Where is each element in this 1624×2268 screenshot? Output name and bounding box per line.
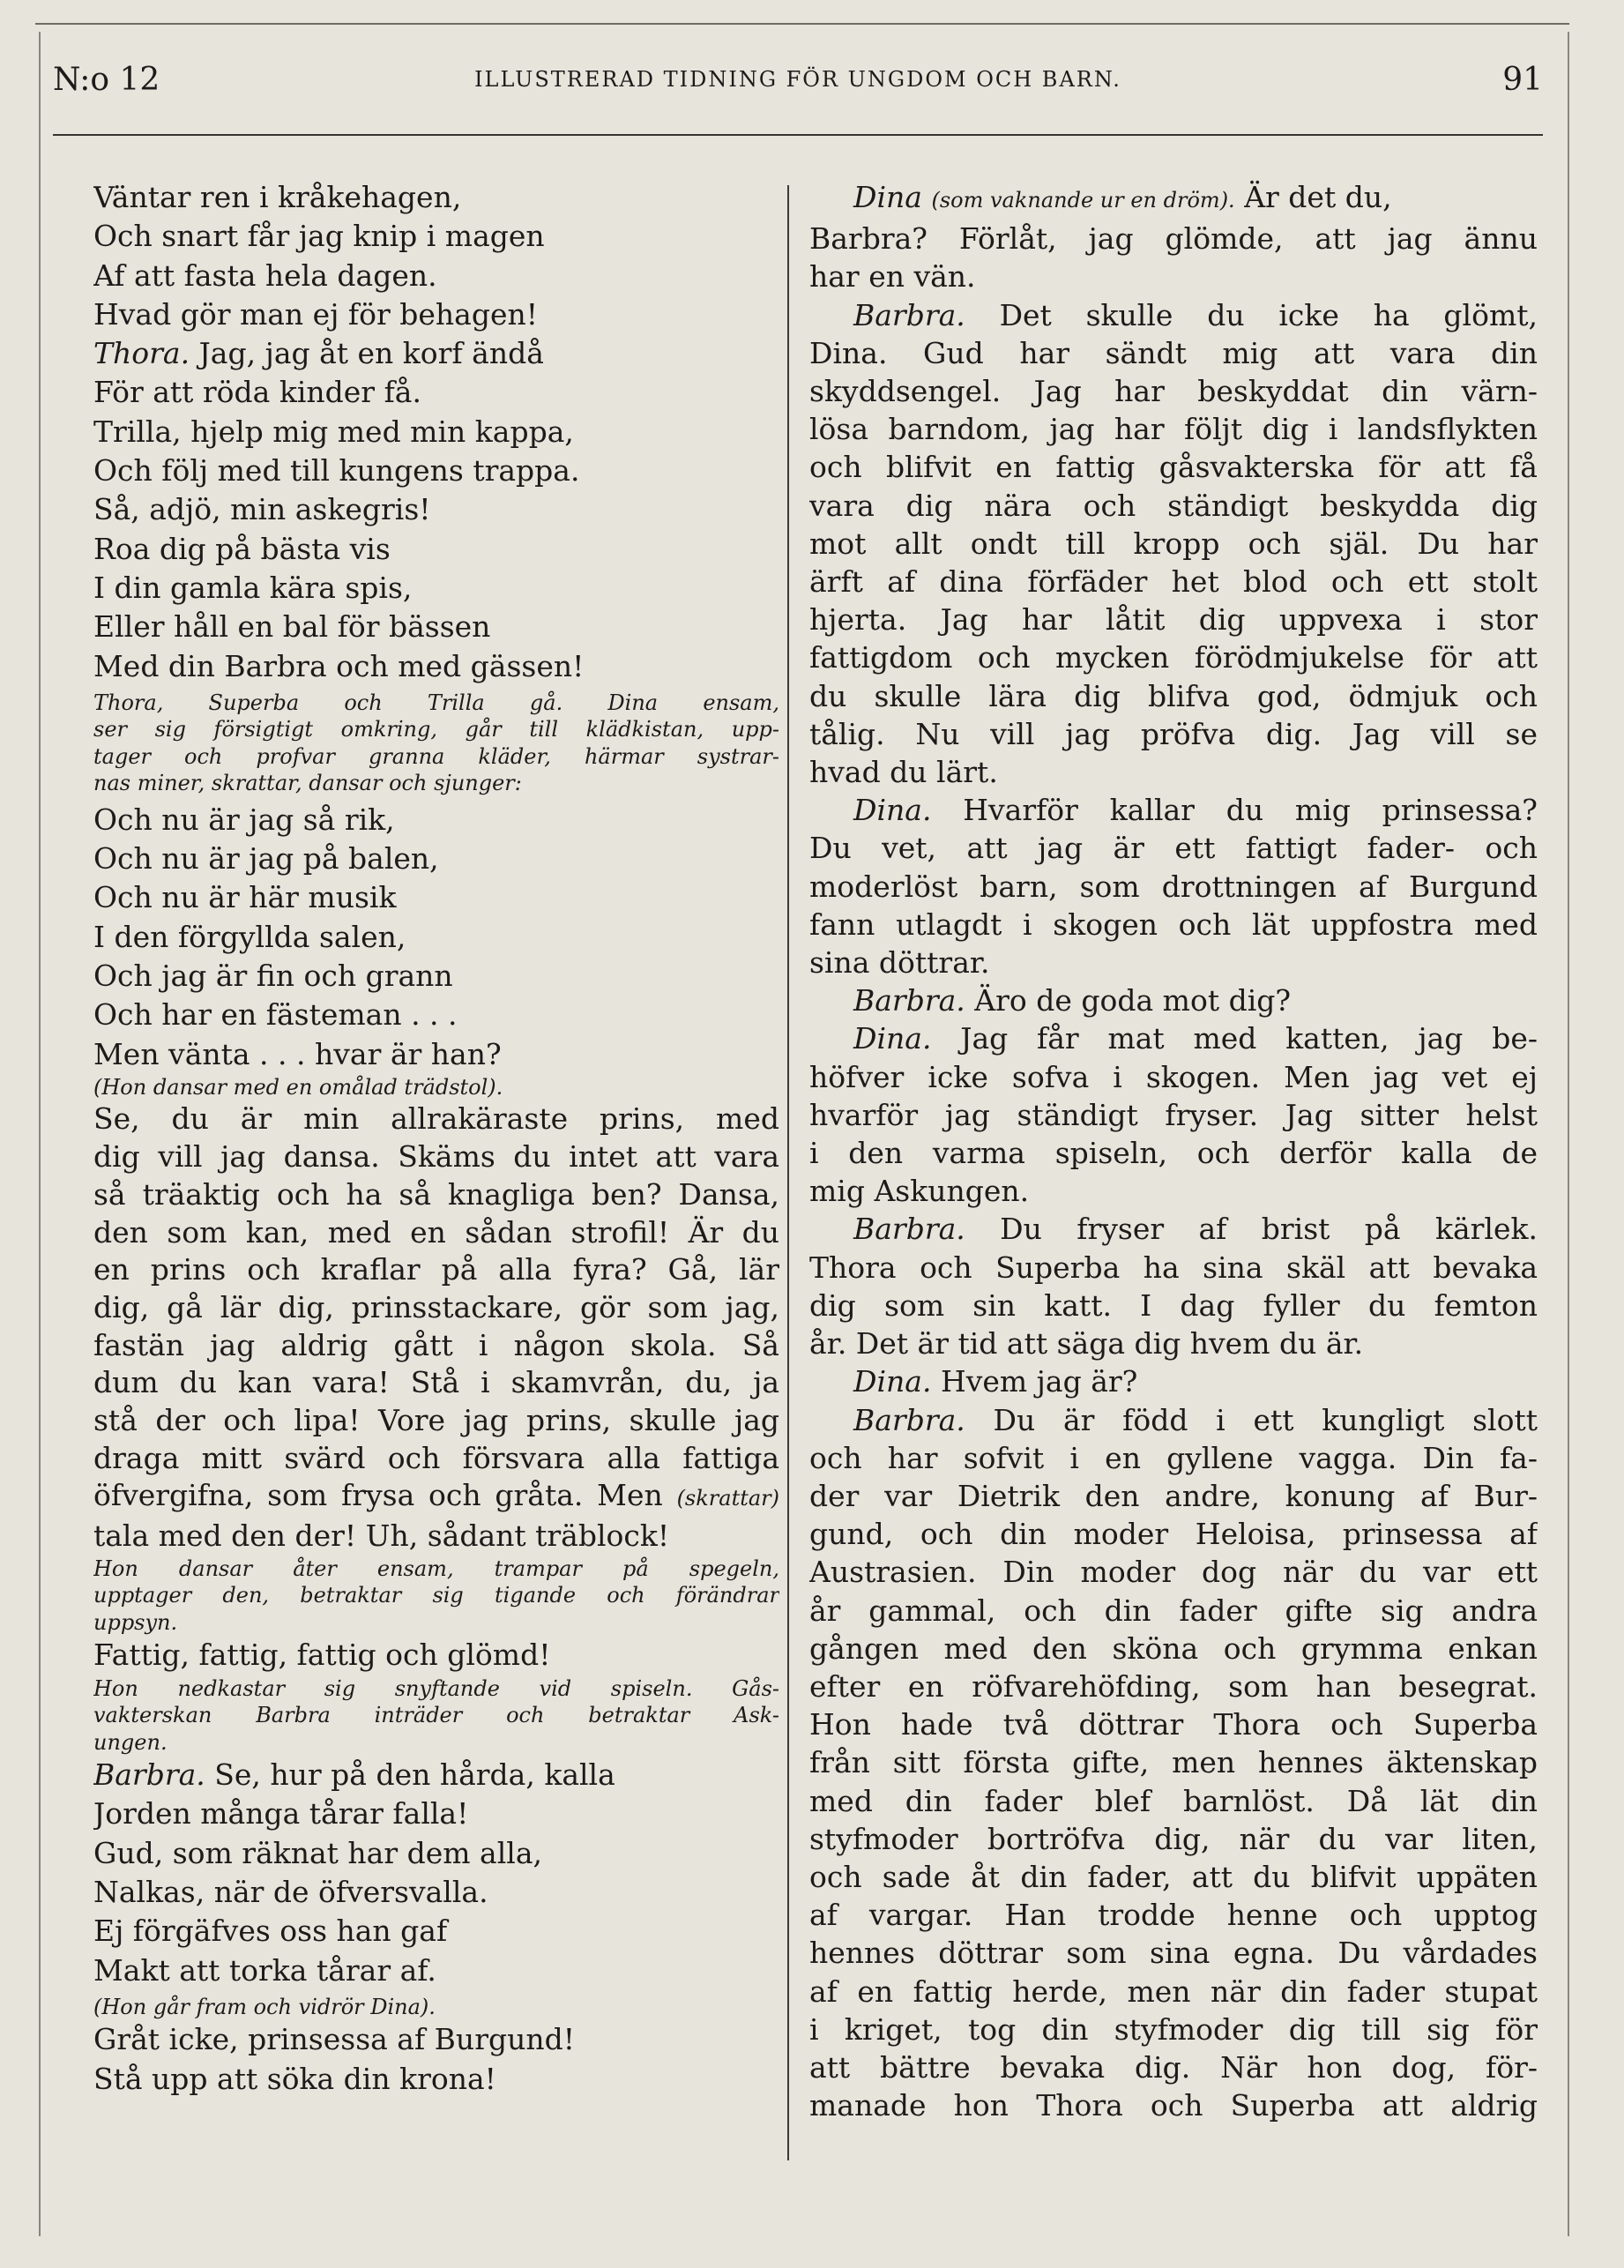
prose-block-1: Se, du är min allrakäraste prins, med dig vill jag dansa. Skäms du intet att vara så träaktig och ha så knagliga ben? Dansa, den som kan, med en sådan strofil! Är du en prins och kraflar på alla fyra? Gå, lär dig, gå lär dig, prinsstackare, gör som jag, fastän jag aldrig gått i någon skola. Så dum du kan vara! Stå i skamvrån, du, ja stå der och lipa! Vore jag prins, skulle jag draga mitt svärd och försvara alla fattiga öfvergifna, som frysa och gråta. Men (skrattar) tala med den der! Uh, sådant träblock!	[93, 1101, 779, 1554]
header-rule	[53, 134, 1543, 136]
dialogue-barbra-4: Barbra. Du är född i ett kungligt slott och har sofvit i en gyllene vagga. Din fa- der var Dietrik den andre, konung af Bur- gund, och din moder Heloisa, prinsessa af Austrasien. Din moder dog när du var ett år gammal, och din fader gifte sig andra gången med den sköna och grymma enkan efter en röfvarehöfding, som han besegrat. Hon hade två döttrar Thora och Superba från sitt första gifte, men hennes äktenskap med din fader blef barnlöst. Då lät din styfmoder bortröfva dig, när du var liten, och sade åt din fader, att du blifvit uppäten af vargar. Han trodde henne och upptog hennes döttrar som sina egna. Du vårdades af en fattig herde, men när din fader stupat i kriget, tog din styfmoder dig till sig för att bättre bevaka dig. När hon dog, för- manade hon Thora och Superba att aldrig	[809, 1402, 1538, 2123]
dialogue-dina-4: Dina. Hvem jag är?	[853, 1364, 1138, 1399]
verse-block-4: Barbra. Se, hur på den hårda, kalla Jorden många tårar falla! Gud, som räknat har dem alla, Nalkas, när de öfversvalla. Ej förgäfves oss han gaf Makt att torka tårar af.	[93, 1757, 615, 1988]
dialogue-dina-1: Dina (som vaknande ur en dröm). Är det du, Barbra? Förlåt, jag glömde, att jag ännu har en vän.	[809, 180, 1538, 295]
verse-line: Och snart får jag knip i magen	[93, 219, 545, 254]
right-border-rule	[1568, 32, 1569, 2236]
page-number: 91	[1502, 62, 1543, 98]
verse-line: Eller håll en bal för bässen	[93, 609, 491, 645]
verse-block-1	[93, 178, 779, 686]
speaker-barbra: Barbra.	[853, 297, 965, 332]
speaker-dina: Dina	[853, 180, 922, 214]
stage-direction-1: Thora, Superba och Trilla gå. Dina ensam, ser sig försigtigt omkring, går till klädkistan, upp- tager och profvar granna kläder, härmar systrar- nas miner, skrattar, dansar och sjunger:	[93, 690, 779, 796]
left-border-rule	[39, 32, 41, 2236]
dialogue-dina-3: Dina. Jag får mat med katten, jag be- höfver icke sofva i skogen. Men jag vet ej hvarför jag ständigt fryser. Jag sitter helst i den varma spiseln, och derför kalla de mig Askungen.	[809, 1021, 1538, 1209]
verse-line: I din gamla kära spis,	[93, 570, 413, 605]
speaker-thora: Thora.	[93, 336, 190, 371]
speaker-barbra: Barbra.	[93, 1757, 205, 1793]
page-header	[53, 55, 1543, 108]
column-divider	[787, 185, 789, 2160]
dialogue-barbra-3: Barbra. Du fryser af brist på kärlek. Thora och Superba ha sina skäl att bevaka dig som sin katt. I dag fyller du femton år. Det är tid att säga dig hvem du är.	[809, 1212, 1538, 1362]
dialogue-barbra-2: Barbra. Äro de goda mot dig?	[853, 983, 1292, 1018]
verse-line: För att röda kinder få.	[93, 375, 421, 410]
verse-block-5: Gråt icke, prinsessa af Burgund! Stå upp att söka din krona!	[93, 2022, 575, 2096]
verse-line: Roa dig på bästa vis	[93, 531, 391, 566]
left-column	[93, 178, 779, 2099]
verse-line: Så, adjö, min askegris!	[93, 492, 431, 527]
verse-block-3: Och nu är jag så rik, Och nu är jag på balen, Och nu är här musik I den förgyllda salen, Och jag är fin och grann Och har en fästeman . . . Men vänta . . . hvar är han?	[93, 802, 502, 1071]
verse-line: Väntar ren i kråkehagen,	[93, 180, 462, 214]
verse-fattig: Fattig, fattig, fattig och glömd!	[93, 1638, 551, 1673]
dialogue-barbra-1: Barbra. Det skulle du icke ha glömt, Dina. Gud har sändt mig att vara din skyddsengel. Jag har beskyddat din värn- lösa barndom, jag har följt dig i landsflykten och blifvit en fattig gåsvakterska för att få vara dig nära och ständigt beskydda dig mot allt ondt till kropp och själ. Du har ärft af dina förfäder het blod och ett stolt hjerta. Jag har låtit dig uppvexa i stor fattigdom och mycken förödmjukelse för att du skulle lära dig blifva god, ödmjuk och tålig. Nu vill jag pröfva dig. Jag vill se hvad du lärt.	[809, 297, 1538, 790]
verse-line-thora: Thora. Jag, jag åt en korf ändå	[93, 336, 544, 371]
stage-direction-4: Hon nedkastar sig snyftande vid spiseln. Gås- vakterskan Barbra inträder och betraktar Ask- ungen.	[93, 1675, 779, 1755]
publication-title: ILLUSTRERAD TIDNING FÖR UNGDOM OCH BARN.	[474, 67, 1121, 92]
verse-line: Och följ med till kungens trappa.	[93, 453, 580, 489]
stage-direction-5: (Hon går fram och vidrör Dina).	[93, 1994, 436, 2019]
right-column	[809, 178, 1538, 2124]
top-border-rule	[35, 23, 1569, 25]
verse-line: Af att fasta hela dagen.	[93, 257, 437, 293]
issue-number: N:o 12	[53, 62, 160, 98]
stage-direction-3: Hon dansar åter ensam, trampar på spegeln, upptager den, betraktar sig tigande och förändrar uppsyn.	[93, 1556, 779, 1635]
verse-line: Trilla, hjelp mig med min kappa,	[93, 414, 574, 449]
verse-line: Hvad gör man ej för behagen!	[93, 296, 539, 332]
verse-line: Med din Barbra och med gässen!	[93, 648, 585, 683]
dialogue-dina-2: Dina. Hvarför kallar du mig prinsessa? Du vet, att jag är ett fattigt fader- och moderlöst barn, som drottningen af Burgund fann utlagdt i skogen och lät uppfostra med sina döttrar.	[809, 793, 1538, 981]
stage-direction-2: (Hon dansar med en omålad trädstol).	[93, 1074, 503, 1100]
